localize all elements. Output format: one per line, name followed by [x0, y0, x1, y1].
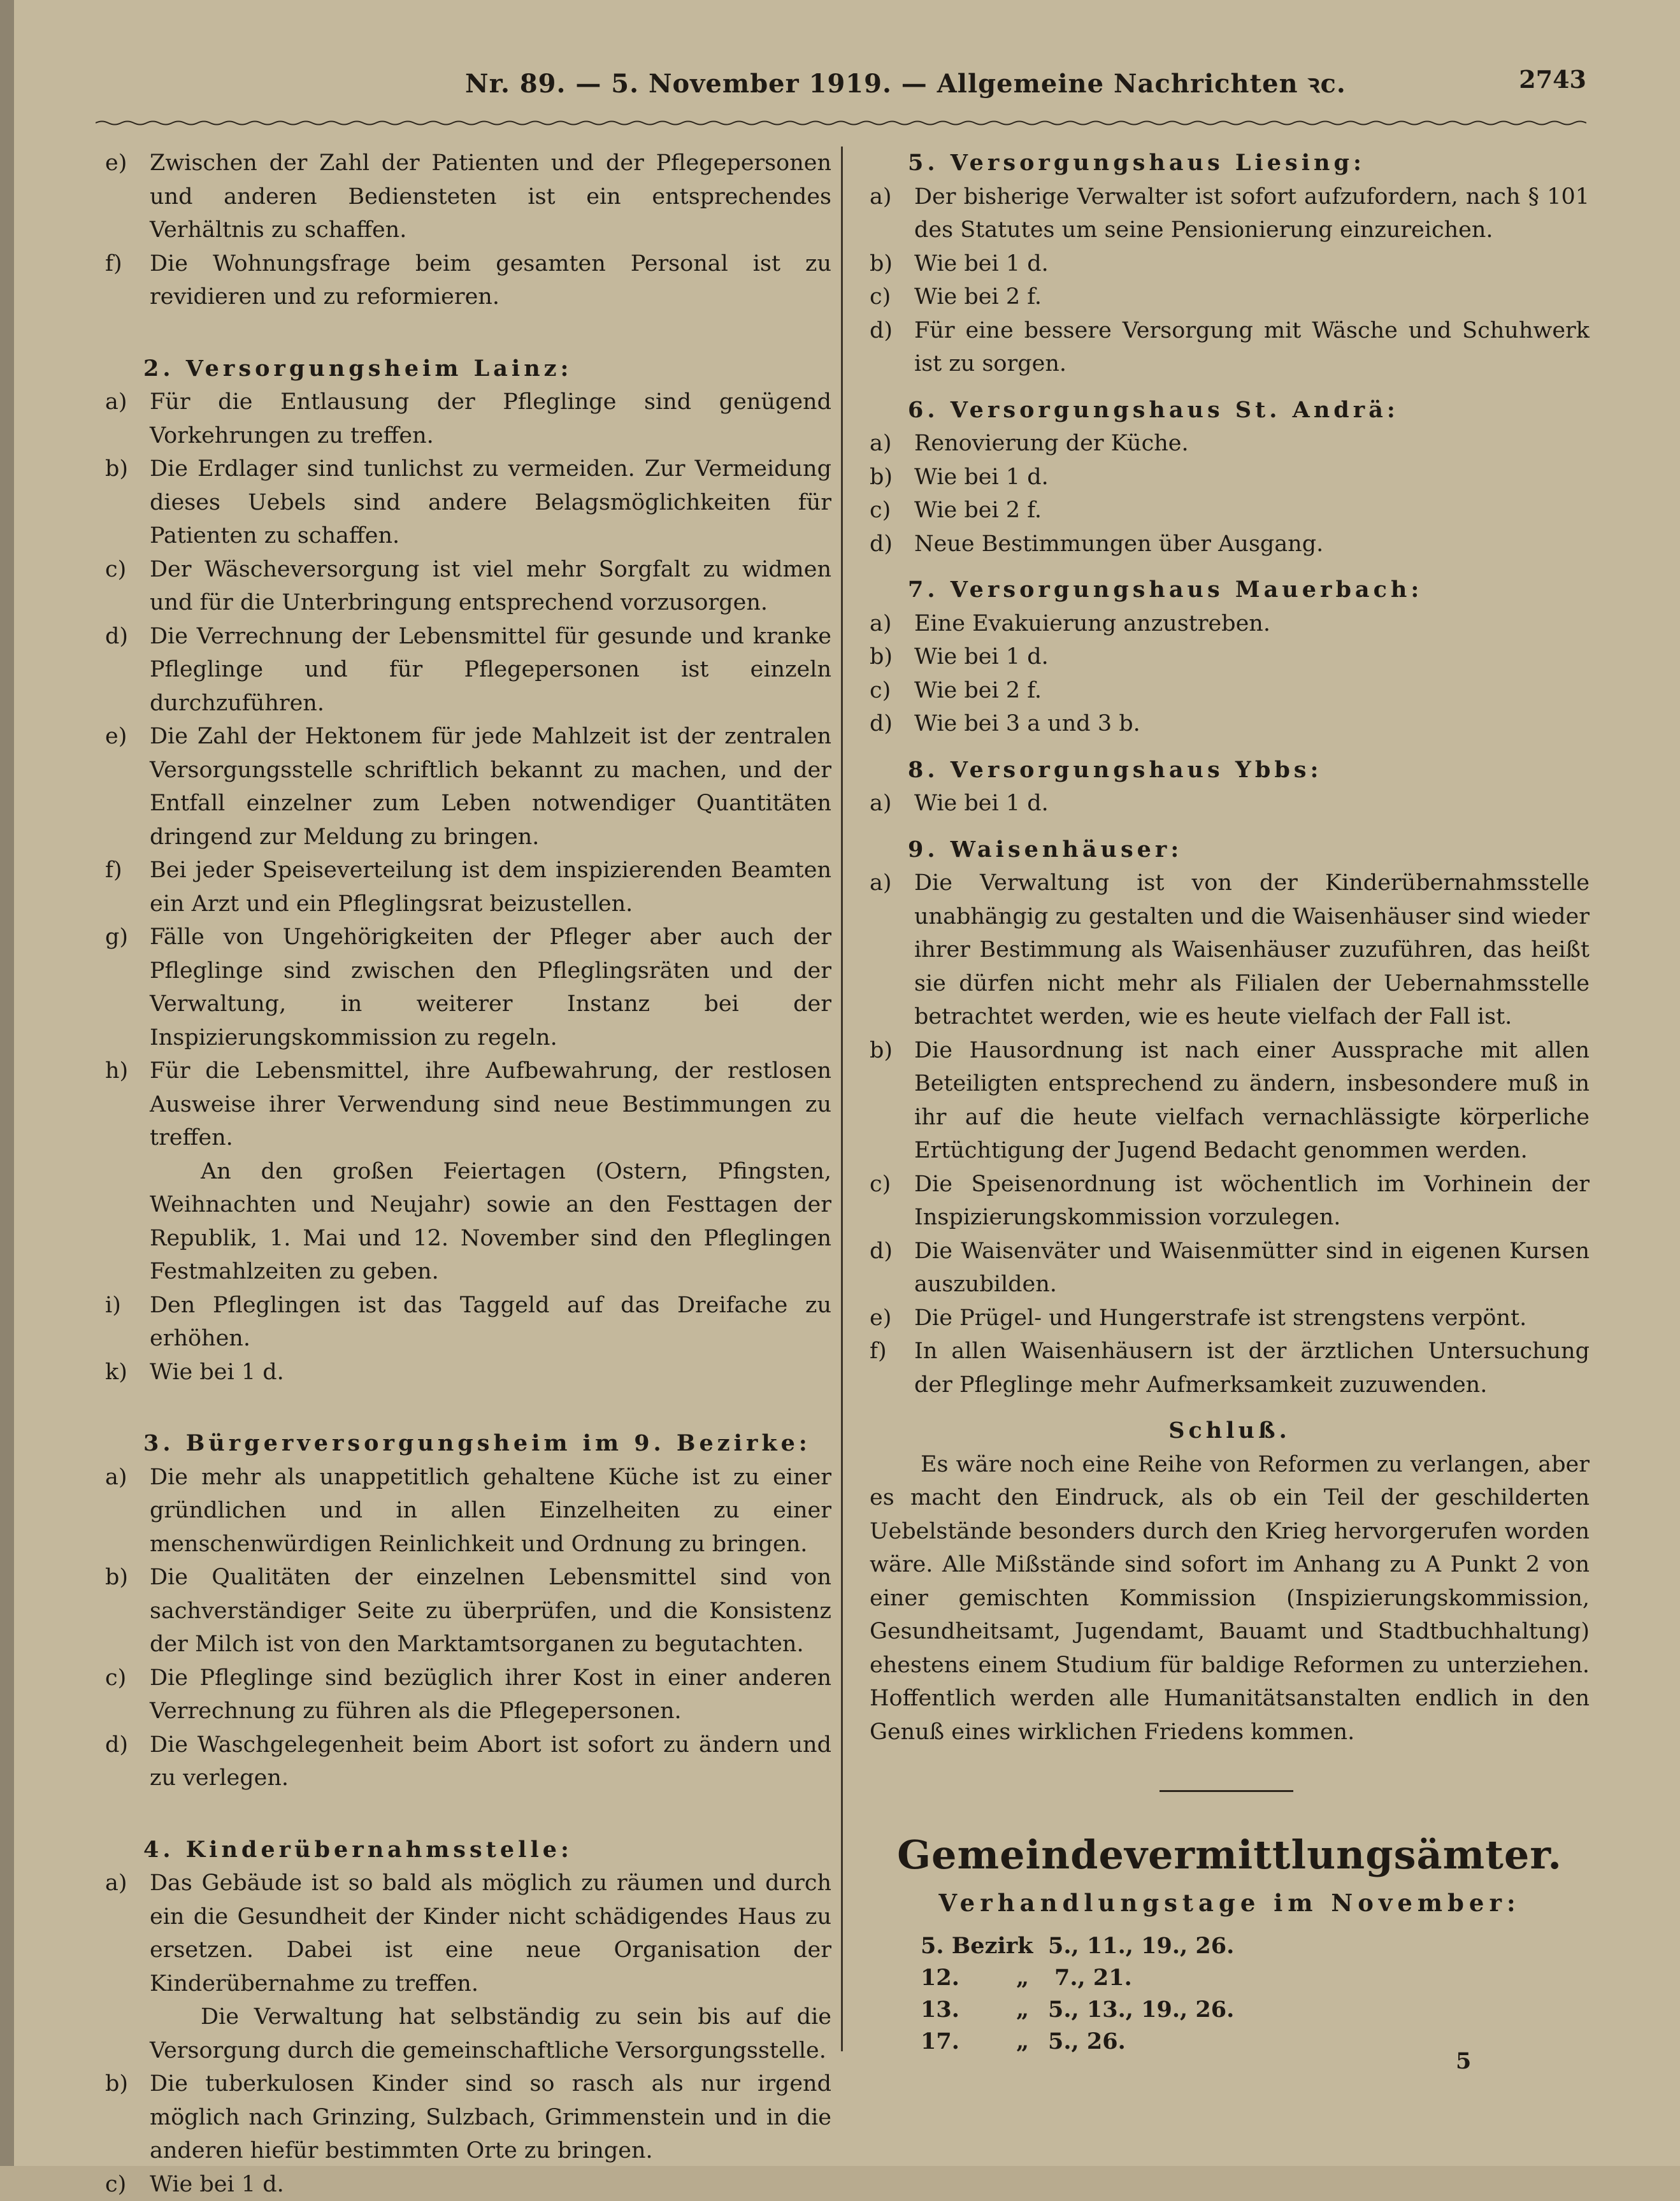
item-text: Wie bei 1 d. — [914, 644, 1049, 670]
item-label: c) — [105, 553, 126, 587]
schedule-dates: 7., 21. — [1054, 1962, 1132, 1994]
right-column — [870, 147, 1590, 1749]
header-title: Nr. 89. — 5. November 1919. — Allgemeine Nachrichten ꝛc. — [465, 65, 1346, 100]
item-text: Für die Lebensmittel, ihre Aufbewahrung, der restlosen Ausweise ihrer Verwendung sind neue Bestimmungen zu treffen. — [150, 1058, 831, 1151]
item-label: c) — [870, 494, 891, 527]
schedule-district: 17. — [921, 2026, 1048, 2058]
item-label: e) — [105, 720, 127, 754]
item-label: e) — [105, 147, 127, 180]
item-label: c) — [870, 674, 891, 708]
list-item — [870, 527, 1590, 561]
ditto-mark: „ — [1016, 1994, 1029, 2026]
list-item — [870, 314, 1590, 381]
section-8-heading: 8. Versorgungshaus Ybbs: — [870, 754, 1590, 787]
list-item — [105, 147, 831, 247]
list-item — [105, 1661, 831, 1728]
item-label: a) — [105, 385, 127, 419]
list-item — [105, 247, 831, 314]
section-4-paragraph: Die Verwaltung hat selbständig zu sein bis auf die Versorgung durch die gemeinschaftliche Versorgungsstelle. — [105, 2000, 831, 2067]
schluss-text: Es wäre noch eine Reihe von Reformen zu verlangen, aber es macht den Eindruck, als ob ein Teil der geschilderten Uebelstände besonders durch den Krieg hervorgerufen worden wäre. Alle Mißstände sind sofort im Anhang zu A Punkt 2 von einer gemischten Kommission (Inspizierungskommission, Gesundheitsamt, Jugendamt, Bauamt und Stadtbuchhaltung) ehestens einem Studium für baldige Reformen zu unterziehen. Hoffentlich werden alle Humanitätsanstalten endlich in den Genuß eines wirklichen Friedens kommen. — [870, 1448, 1590, 1749]
list-item — [105, 1289, 831, 1356]
ditto-mark: „ — [1016, 1962, 1029, 1994]
list-item — [105, 2067, 831, 2168]
column-divider — [841, 147, 843, 2051]
item-label: d) — [870, 527, 893, 561]
item-label: c) — [870, 1168, 891, 1201]
list-item — [105, 553, 831, 620]
list-item — [870, 461, 1590, 494]
item-text: Eine Evakuierung anzustreben. — [914, 611, 1270, 636]
item-label: b) — [105, 1561, 128, 1595]
section-6-items — [870, 427, 1590, 561]
schedule-district: 12. — [921, 1962, 1048, 1994]
list-item — [105, 620, 831, 721]
schedule-dates: 5., 13., 19., 26. — [1048, 1994, 1234, 2026]
item-text: Die Qualitäten der einzelnen Lebensmittel sind von sachverständiger Seite zu überprüfen, und die Konsistenz der Milch ist von den Marktamtsorganen zu begutachten. — [150, 1565, 831, 1657]
page-number: 2743 — [1519, 65, 1586, 94]
item-label: d) — [105, 620, 128, 654]
item-label: d) — [870, 314, 893, 348]
item-label: b) — [870, 640, 893, 674]
section-5-items — [870, 180, 1590, 381]
item-label: d) — [105, 1728, 128, 1762]
schedule-district: 5. Bezirk — [921, 1930, 1048, 1962]
item-text: Die Verrechnung der Lebensmittel für gesunde und kranke Pfleglinge und für Pflegepersonen ist einzeln durchzuführen. — [150, 624, 831, 716]
schluss-heading: Schluß. — [870, 1414, 1590, 1448]
item-label: c) — [870, 280, 891, 314]
section-2-paragraph: An den großen Feiertagen (Ostern, Pfingsten, Weihnachten und Neujahr) sowie an den Festtagen der Republik, 1. Mai und 12. November sind den Pfleglingen Festmahlzeiten zu geben. — [105, 1155, 831, 1289]
item-text: Der bisherige Verwalter ist sofort aufzufordern, nach § 101 des Statutes um seine Pensionierung einzureichen. — [914, 184, 1590, 243]
item-label: b) — [105, 452, 128, 486]
section-4-items — [105, 1867, 831, 2000]
section-6-heading: 6. Versorgungshaus St. Andrä: — [870, 394, 1590, 427]
schedule-district: 13. — [921, 1994, 1048, 2026]
item-label: f) — [870, 1335, 887, 1368]
item-text: Wie bei 1 d. — [914, 791, 1049, 816]
item-text: Die Erdlager sind tunlichst zu vermeiden. Zur Vermeidung dieses Uebels sind andere Belagsmöglichkeiten für Patienten zu schaffen. — [150, 456, 831, 548]
item-label: b) — [870, 461, 893, 494]
list-item — [870, 640, 1590, 674]
list-item — [870, 674, 1590, 708]
section-8-items — [870, 787, 1590, 821]
section-2-heading: 2. Versorgungsheim Lainz: — [105, 352, 831, 386]
item-text: Für eine bessere Versorgung mit Wäsche und Schuhwerk ist zu sorgen. — [914, 318, 1590, 377]
section-7-heading: 7. Versorgungshaus Mauerbach: — [870, 573, 1590, 607]
section-7-items — [870, 607, 1590, 741]
gemeinde-subtitle: Verhandlungstage im November: — [870, 1889, 1590, 1917]
list-item — [105, 2168, 831, 2201]
section-5-heading: 5. Versorgungshaus Liesing: — [870, 147, 1590, 180]
item-text: Die Waisenväter und Waisenmütter sind in eigenen Kursen auszubilden. — [914, 1238, 1590, 1298]
list-item — [870, 427, 1590, 461]
item-text: Die Verwaltung ist von der Kinderübernahmsstelle unabhängig zu gestalten und die Waisenhäuser sind wieder ihrer Bestimmung als Waisenhäuser zuzuführen, das heißt sie dürfen nicht mehr als Filialen der Uebernahmsstelle betrachtet werden, wie es heute vielfach der Fall ist. — [914, 870, 1590, 1029]
section-4-heading: 4. Kinderübernahmsstelle: — [105, 1833, 831, 1867]
item-label: a) — [870, 427, 892, 461]
item-label: b) — [870, 247, 893, 281]
item-text: Renovierung der Küche. — [914, 431, 1189, 456]
list-item — [870, 247, 1590, 281]
section-2-items — [105, 385, 831, 1155]
section-4-items-cont — [105, 2067, 831, 2201]
list-item — [870, 1235, 1590, 1301]
list-item — [105, 1561, 831, 1661]
item-text: Die Prügel- und Hungerstrafe ist strengstens verpönt. — [914, 1305, 1526, 1331]
item-label: k) — [105, 1356, 127, 1389]
gemeinde-title: Gemeindevermittlungsämter. — [870, 1832, 1590, 1878]
section-9-heading: 9. Waisenhäuser: — [870, 833, 1590, 867]
item-label: h) — [105, 1054, 128, 1088]
item-text: Die tuberkulosen Kinder sind so rasch als nur irgend möglich nach Grinzing, Sulzbach, Grimmenstein und in die anderen hiefür bestimmten Orte zu bringen. — [150, 2071, 831, 2163]
section-separator — [1159, 1790, 1293, 1792]
item-text: Wie bei 2 f. — [914, 284, 1042, 310]
list-item — [870, 180, 1590, 247]
item-text: Wie bei 2 f. — [914, 678, 1042, 703]
list-item — [105, 452, 831, 553]
item-text: Wie bei 2 f. — [914, 498, 1042, 523]
item-text: Wie bei 1 d. — [914, 251, 1049, 276]
section-2-items-cont — [105, 1289, 831, 1389]
item-label: a) — [870, 180, 892, 214]
item-text: Die Waschgelegenheit beim Abort ist sofort zu ändern und zu verlegen. — [150, 1732, 831, 1791]
list-item — [870, 280, 1590, 314]
item-text: In allen Waisenhäusern ist der ärztlichen Untersuchung der Pfleglinge mehr Aufmerksamkeit zuzuwenden. — [914, 1338, 1590, 1398]
item-text: Wie bei 1 d. — [150, 1359, 284, 1385]
item-label: c) — [105, 1661, 126, 1695]
page-edge — [0, 0, 14, 2166]
list-item — [870, 1034, 1590, 1168]
item-label: i) — [105, 1289, 121, 1323]
list-item — [105, 1356, 831, 1389]
item-text: Die mehr als unappetitlich gehaltene Küche ist zu einer gründlichen und in allen Einzelheiten zu einer menschenwürdigen Reinlichkeit und Ordnung zu bringen. — [150, 1465, 831, 1557]
item-label: g) — [105, 921, 128, 954]
item-label: f) — [105, 854, 122, 887]
item-label: a) — [105, 1461, 127, 1495]
item-label: a) — [105, 1867, 127, 1900]
schedule-dates: 5., 26. — [1048, 2026, 1126, 2058]
item-text: Für die Entlausung der Pfleglinge sind genügend Vorkehrungen zu treffen. — [150, 389, 831, 448]
item-label: c) — [105, 2168, 126, 2201]
section-9-items — [870, 866, 1590, 1402]
header-wavy-rule — [96, 120, 1586, 126]
list-item — [105, 1867, 831, 2000]
item-text: Wie bei 3 a und 3 b. — [914, 711, 1140, 736]
page-header — [96, 59, 1586, 110]
list-item — [870, 1168, 1590, 1235]
list-item — [870, 866, 1590, 1034]
item-label: f) — [105, 247, 122, 281]
item-label: d) — [870, 1235, 893, 1268]
item-text: Neue Bestimmungen über Ausgang. — [914, 531, 1323, 557]
item-text: Die Wohnungsfrage beim gesamten Personal ist zu revidieren und zu reformieren. — [150, 251, 831, 310]
list-item — [105, 921, 831, 1054]
item-label: b) — [870, 1034, 893, 1068]
item-text: Bei jeder Speiseverteilung ist dem inspizierenden Beamten ein Arzt und ein Pfleglingsrat beizustellen. — [150, 857, 831, 917]
item-label: b) — [105, 2067, 128, 2101]
list-item — [870, 1335, 1590, 1402]
list-item — [870, 707, 1590, 741]
item-text: Die Hausordnung ist nach einer Aussprache mit allen Beteiligten entsprechend zu ändern, insbesondere muß in ihr auf die heute vielfach vernachlässigte körperliche Ertüchtigung der Jugend Bedacht genommen werden. — [914, 1038, 1590, 1164]
item-text: Die Zahl der Hektonem für jede Mahlzeit ist der zentralen Versorgungsstelle schriftlich bekannt zu machen, und der Entfall einzelner zum Leben notwendiger Quantitäten dringend zur Meldung zu bringen. — [150, 724, 831, 850]
item-text: Wie bei 1 d. — [150, 2172, 284, 2197]
item-text: Das Gebäude ist so bald als möglich zu räumen und durch ein die Gesundheit der Kinder nicht schädigendes Haus zu ersetzen. Dabei ist eine neue Organisation der Kinderübernahme zu treffen. — [150, 1870, 831, 1997]
item-text: Wie bei 1 d. — [914, 464, 1049, 490]
schedule-dates: 5., 11., 19., 26. — [1048, 1930, 1234, 1962]
list-item — [105, 854, 831, 921]
list-item — [105, 1054, 831, 1155]
list-item — [870, 494, 1590, 527]
list-item — [105, 1728, 831, 1795]
item-text: Den Pfleglingen ist das Taggeld auf das Dreifache zu erhöhen. — [150, 1293, 831, 1352]
section-3-items — [105, 1461, 831, 1795]
item-text: Zwischen der Zahl der Patienten und der Pflegepersonen und anderen Bediensteten ist ein entsprechendes Verhältnis zu schaffen. — [150, 150, 831, 243]
item-text: Fälle von Ungehörigkeiten der Pfleger aber auch der Pfleglinge sind zwischen den Pfleglingsräten und der Verwaltung, in weiterer Instanz bei der Inspizierungskommission zu regeln. — [150, 924, 831, 1050]
left-column — [105, 147, 831, 2201]
section-1-items — [105, 147, 831, 314]
item-label: e) — [870, 1301, 891, 1335]
item-label: a) — [870, 607, 892, 641]
list-item — [105, 385, 831, 452]
list-item — [870, 1301, 1590, 1335]
list-item — [870, 787, 1590, 821]
section-3-heading: 3. Bürgerversorgungsheim im 9. Bezirke: — [105, 1427, 831, 1461]
footer-mark: 5 — [1456, 2048, 1471, 2074]
item-label: a) — [870, 787, 892, 821]
item-label: d) — [870, 707, 893, 741]
item-text: Die Pfleglinge sind bezüglich ihrer Kost in einer anderen Verrechnung zu führen als die Pflegepersonen. — [150, 1665, 831, 1724]
list-item — [870, 607, 1590, 641]
item-label: a) — [870, 866, 892, 900]
item-text: Die Speisenordnung ist wöchentlich im Vorhinein der Inspizierungskommission vorzulegen. — [914, 1172, 1590, 1231]
item-text: Der Wäscheversorgung ist viel mehr Sorgfalt zu widmen und für die Unterbringung entsprechend vorzusorgen. — [150, 557, 831, 616]
list-item — [105, 1461, 831, 1561]
ditto-mark: „ — [1016, 2026, 1029, 2058]
list-item — [105, 720, 831, 854]
